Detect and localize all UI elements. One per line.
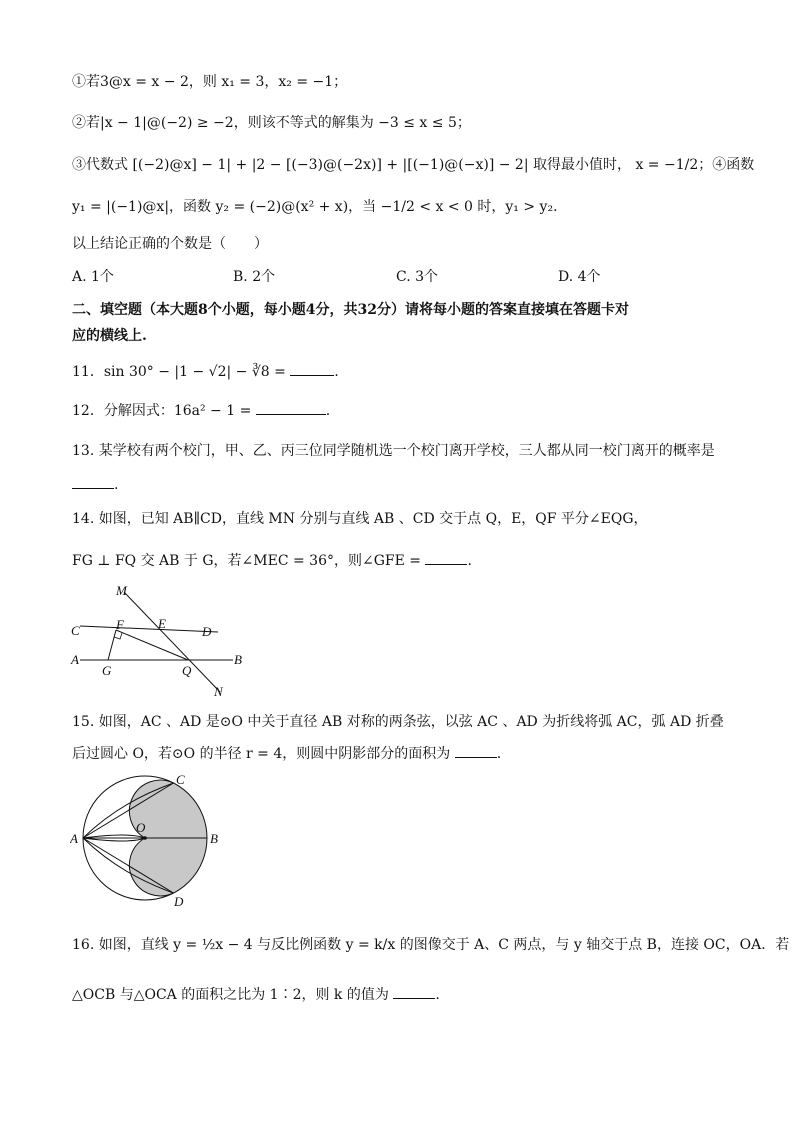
section-heading-line2: 应的横线上. [72,328,147,344]
problem-16-text: △OCB 与△OCA 的面积之比为 1∶2，则 k 的值为 [72,987,389,1003]
question-text: 以上结论正确的个数是（ ） [72,236,268,252]
label-g: G [102,663,112,678]
problem-15-line2: 后过圆心 O，若⊙O 的半径 r = 4，则圆中阴影部分的面积为 . [72,746,502,762]
label-c: C [71,623,80,638]
statement-1: ①若3@x = x − 2，则 x₁ = 3，x₂ = −1； [72,74,348,90]
answer-blank [393,998,435,999]
statement-3: ③代数式 [(−2)@x] − 1| + |2 − [(−3)@(−2x)] + |[(−1)@(−x)] − 2| 取得最小值时， x = −1/2；④函数 [72,157,755,173]
label-b: B [210,831,218,846]
problem-13-blank: . [72,475,118,495]
center-point [143,836,147,840]
problem-14-line1: 14. 如图，已知 AB∥CD，直线 MN 分别与直线 AB 、CD 交于点 Q，E，QF 平分∠EQG， [72,511,648,527]
problem-12: 12．分解因式：16a² − 1 = . [72,403,331,419]
label-b: B [234,652,242,667]
label-e: E [158,616,166,631]
label-n: N [214,684,223,699]
figure-15 [70,772,220,910]
statement-4: y₁ = |(−1)@x|，函数 y₂ = (−2)@(x² + x)，当 −1/2 < x < 0 时，y₁ > y₂． [72,199,568,215]
choice-b: B. 2个 [233,269,276,285]
label-c: C [176,772,185,787]
label-q: Q [182,663,192,678]
label-f: F [116,617,124,632]
statement-2: ②若|x − 1|@(−2) ≥ −2，则该不等式的解集为 −3 ≤ x ≤ 5； [72,115,471,131]
problem-15-text: 后过圆心 O，若⊙O 的半径 r = 4，则圆中阴影部分的面积为 [72,746,451,762]
segment-fg [108,630,116,660]
choice-c: C. 3个 [396,269,439,285]
choice-d: D. 4个 [558,269,601,285]
problem-16-line2: △OCB 与△OCA 的面积之比为 1∶2，则 k 的值为 . [72,987,440,1003]
label-d: D [202,624,212,639]
line-cd [80,626,218,632]
choice-a: A. 1个 [72,269,114,285]
problem-12-text: 12．分解因式：16a² − 1 = [72,403,252,419]
label-a: A [70,831,78,846]
label-d: D [174,894,184,909]
answer-blank [72,488,114,489]
answer-blank [256,414,326,415]
figure-14 [68,584,253,700]
label-m: M [116,584,127,598]
label-a: A [71,652,79,667]
label-o: O [136,820,146,835]
problem-11: 11．sin 30° − |1 − √2| − ∛8 = . [72,364,339,380]
answer-blank [455,757,497,758]
answer-blank [425,564,467,565]
problem-16-line1: 16. 如图，直线 y = ½x − 4 与反比例函数 y = k/x 的图像交于 A、C 两点，与 y 轴交于点 B，连接 OC，OA．若 [72,937,790,953]
problem-15-line1: 15. 如图，AC 、AD 是⊙O 中关于直径 AB 对称的两条弦，以弦 AC 、AD 为折线将弧 AC，弧 AD 折叠 [72,714,724,730]
answer-blank [290,375,334,376]
line-mn [124,592,220,692]
segment-fq [116,630,188,660]
section-heading-line1: 二、填空题（本大题8个小题，每小题4分，共32分）请将每小题的答案直接填在答题卡对 [72,302,629,318]
shaded-region-lower [129,838,207,896]
problem-13: 13. 某学校有两个校门，甲、乙、丙三位同学随机选一个校门离开学校，三人都从同一校门离开的概率是 [72,443,715,459]
problem-14-line2: FG ⊥ FQ 交 AB 于 G，若∠MEC = 36°，则∠GFE = . [72,553,472,569]
problem-14-text: FG ⊥ FQ 交 AB 于 G，若∠MEC = 36°，则∠GFE = [72,553,422,569]
problem-11-text: 11．sin 30° − |1 − √2| − ∛8 = [72,364,286,380]
